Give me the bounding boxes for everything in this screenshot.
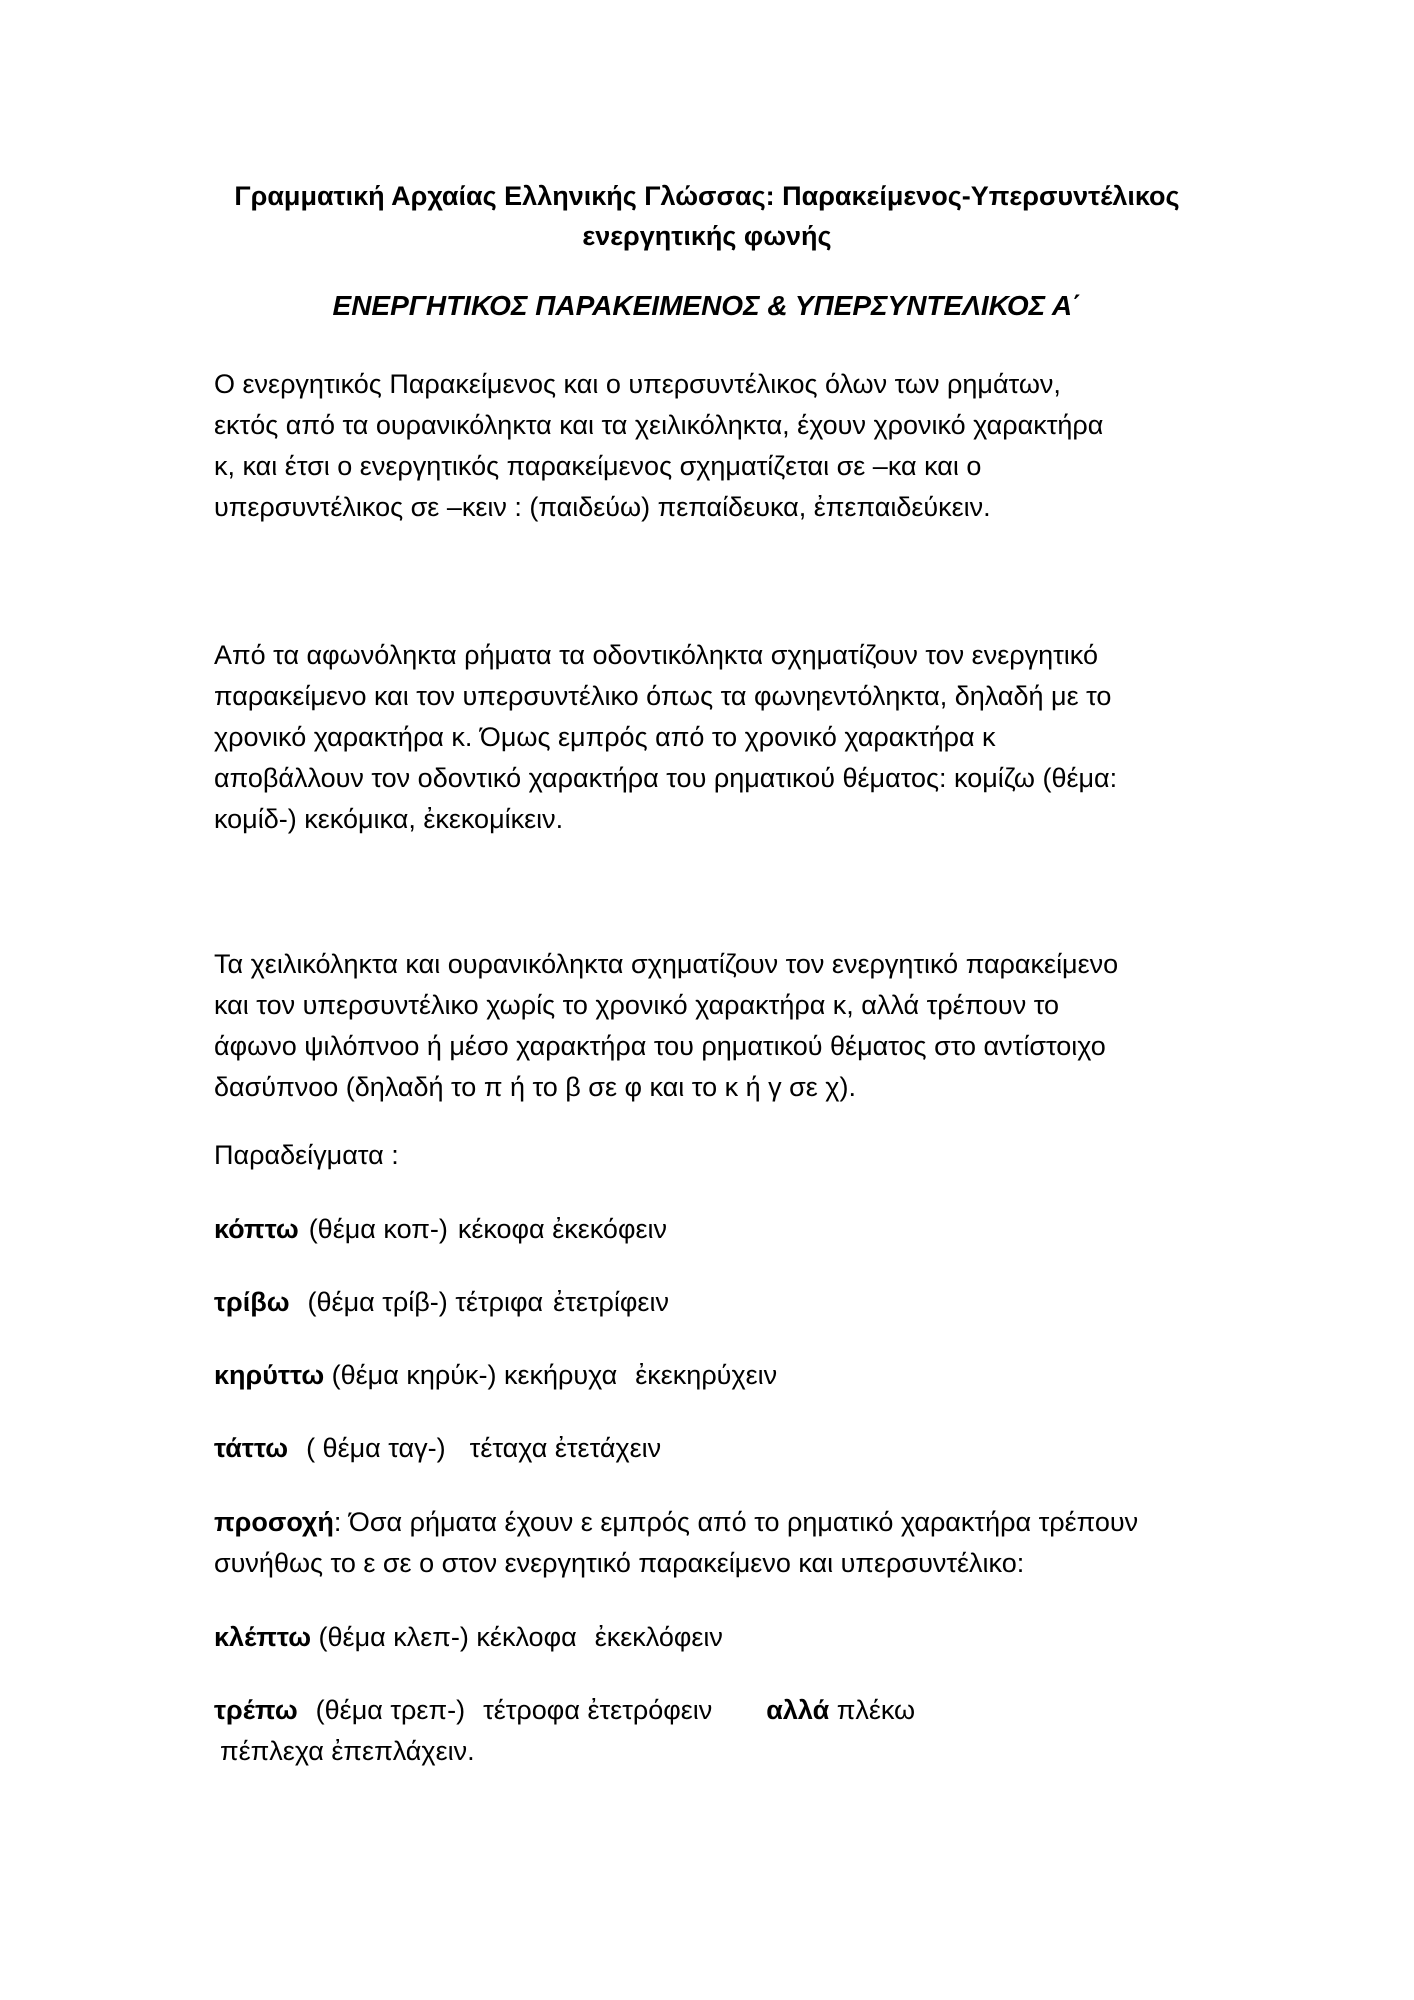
intro-paragraph — [214, 364, 1224, 528]
dental-line-1: Από τα αφωνόληκτα ρήματα τα οδοντικόληκτα σχηματίζουν τον ενεργητικό — [214, 640, 1098, 670]
example-verb: κηρύττω — [214, 1360, 325, 1390]
example-perfect: κέκλοφα — [476, 1622, 577, 1652]
intro-line-1: Ο ενεργητικός Παρακείμενος και ο υπερσυντέλικος όλων των ρημάτων, — [214, 369, 1061, 399]
labial-line-1: Τα χειλικόληκτα και ουρανικόληκτα σχηματίζουν τον ενεργητικό παρακείμενο — [214, 949, 1119, 979]
example-pluperfect: ἐτετρόφειν — [587, 1695, 713, 1725]
trepo-line-1 — [214, 1690, 1234, 1731]
example-stem: (θέμα τρεπ-) — [315, 1695, 466, 1725]
note-paragraph — [214, 1502, 1224, 1584]
labial-palatal-paragraph — [214, 944, 1224, 1108]
dental-line-4: αποβάλλουν τον οδοντικό χαρακτήρα του ρηματικού θέματος: κομίζω (θέμα: — [214, 763, 1118, 793]
labial-line-2: και τον υπερσυντέλικο χωρίς το χρονικό χαρακτήρα κ, αλλά τρέπουν το — [214, 990, 1060, 1020]
intro-line-2: εκτός από τα ουρανικόληκτα και τα χειλικόληκτα, έχουν χρονικό χαρακτήρα — [214, 410, 1104, 440]
labial-line-3: άφωνο ψιλόπνοο ή μέσο χαρακτήρα του ρηματικού θέματος στο αντίστοιχο — [214, 1031, 1106, 1061]
example-stem: (θέμα κλεπ-) — [318, 1622, 469, 1652]
example-pluperfect: ἐτετάχειν — [554, 1433, 662, 1463]
labial-line-4: δασύπνοο (δηλαδή το π ή το β σε φ και το κ ή γ σε χ). — [214, 1072, 856, 1102]
example-row — [214, 1282, 1234, 1323]
example-row — [214, 1428, 1234, 1469]
example-perfect: τέταχα — [469, 1433, 548, 1463]
example-stem: (θέμα κηρύκ-) — [331, 1360, 497, 1390]
note-line-2: συνήθως το ε σε ο στον ενεργητικό παρακείμενο και υπερσυντέλικο: — [214, 1548, 1025, 1578]
contrast-forms: πέπλεχα ἐπεπλάχειν. — [220, 1736, 475, 1766]
example-row — [214, 1209, 1234, 1250]
contrast-word: αλλά — [766, 1695, 830, 1725]
example-perfect: κέκοφα — [457, 1214, 545, 1244]
example-verb: τάττω — [214, 1433, 289, 1463]
contrast-verb: πλέκω — [836, 1695, 916, 1725]
note-text-1: : Όσα ρήματα έχουν ε εμπρός από το ρηματικό χαρακτήρα τρέπουν — [333, 1507, 1139, 1537]
example-verb: κλέπτω — [214, 1622, 312, 1652]
note-line-1 — [214, 1502, 1224, 1543]
note-example-row — [214, 1690, 1234, 1772]
dental-line-5: κομίδ-) κεκόμικα, ἐκεκομίκειν. — [214, 804, 564, 834]
note-label: προσοχή — [214, 1507, 334, 1537]
intro-line-4: υπερσυντέλικος σε –κειν : (παιδεύω) πεπαίδευκα, ἐπεπαιδεύκειν. — [214, 492, 991, 522]
dental-line-2: παρακείμενο και τον υπερσυντέλικο όπως τα φωνηεντόληκτα, δηλαδή με το — [214, 681, 1112, 711]
example-row — [214, 1355, 1234, 1396]
dental-line-3: χρονικό χαρακτήρα κ. Όμως εμπρός από το χρονικό χαρακτήρα κ — [214, 722, 996, 752]
note-example-row — [214, 1617, 1234, 1658]
example-stem: (θέμα τρίβ-) — [307, 1287, 448, 1317]
examples-label: Παραδείγματα : — [214, 1140, 399, 1170]
dental-paragraph — [214, 635, 1224, 840]
example-perfect: κεκήρυχα — [504, 1360, 618, 1390]
document-title — [160, 176, 1254, 256]
example-stem: (θέμα κοπ-) — [308, 1214, 448, 1244]
example-stem: ( θέμα ταγ-) — [306, 1433, 446, 1463]
title-line-1: Γραμματική Αρχαίας Ελληνικής Γλώσσας: Παρακείμενος-Υπερσυντέλικος — [234, 181, 1180, 211]
example-perfect: τέτροφα — [483, 1695, 580, 1725]
section-title: ΕΝΕΡΓΗΤΙΚΟΣ ΠΑΡΑΚΕΙΜΕΝΟΣ & ΥΠΕΡΣΥΝΤΕΛΙΚΟΣ Α΄ — [332, 290, 1082, 321]
example-verb: τρέπω — [214, 1695, 298, 1725]
example-verb: τρίβω — [214, 1287, 290, 1317]
intro-line-3: κ, και έτσι ο ενεργητικός παρακείμενος σχηματίζεται σε –κα και ο — [214, 451, 982, 481]
title-line-2: ενεργητικής φωνής — [582, 221, 832, 251]
example-pluperfect: ἐκεκόφειν — [552, 1214, 667, 1244]
example-pluperfect: ἐκεκλόφειν — [594, 1622, 723, 1652]
example-pluperfect: ἐτετρίφειν — [553, 1287, 669, 1317]
example-pluperfect: ἐκεκηρύχειν — [635, 1360, 778, 1390]
example-verb: κόπτω — [214, 1214, 299, 1244]
example-perfect: τέτριφα — [455, 1287, 544, 1317]
